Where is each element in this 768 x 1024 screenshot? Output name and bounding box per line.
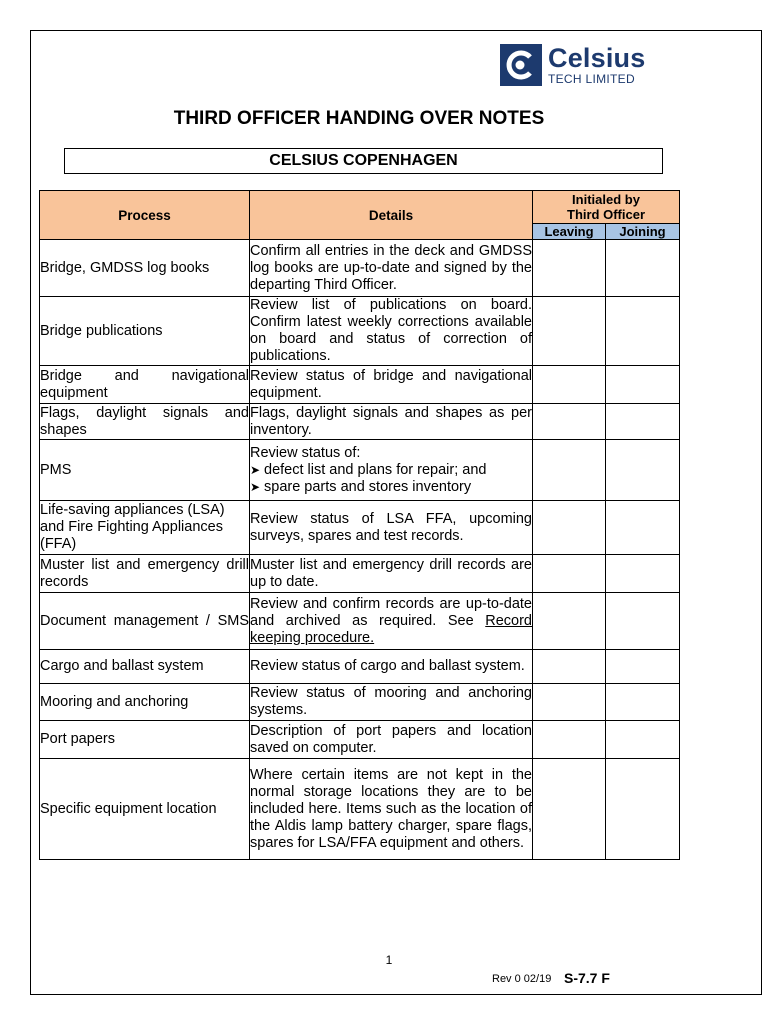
process-cell: Bridge publications: [40, 297, 250, 366]
joining-initial-cell[interactable]: [606, 404, 680, 440]
vessel-name: CELSIUS COPENHAGEN: [64, 148, 663, 174]
page-number: 1: [385, 953, 393, 967]
logo-subtitle: TECH LIMITED: [548, 72, 635, 86]
process-cell: Bridge and navigational equipment: [40, 366, 250, 404]
leaving-initial-cell[interactable]: [533, 684, 606, 721]
details-cell: Flags, daylight signals and shapes as per inventory.: [250, 404, 532, 438]
table-row: [40, 366, 680, 404]
table-row: [40, 404, 680, 440]
joining-initial-cell[interactable]: [606, 650, 680, 684]
details-cell: Review and confirm records are up-to-date and archived as required. See Record keeping procedure.: [250, 593, 533, 650]
company-logo: [500, 44, 645, 86]
joining-initial-cell[interactable]: [606, 684, 680, 721]
table-row: [40, 501, 680, 555]
details-bullet: ➤ defect list and plans for repair; and: [250, 461, 487, 478]
leaving-initial-cell[interactable]: [533, 650, 606, 684]
details-cell: Review status of LSA FFA, upcoming surveys, spares and test records.: [250, 501, 533, 555]
leaving-initial-cell[interactable]: [533, 721, 606, 759]
process-cell: Bridge, GMDSS log books: [40, 240, 250, 297]
leaving-initial-cell[interactable]: [533, 404, 606, 440]
table-row: [40, 297, 680, 366]
header-details: Details: [250, 191, 533, 240]
joining-initial-cell[interactable]: [606, 759, 680, 860]
joining-initial-cell[interactable]: [606, 721, 680, 759]
table-row: [40, 555, 680, 593]
table-row: [40, 593, 680, 650]
details-bullet: ➤ spare parts and stores inventory: [250, 478, 472, 495]
arrow-bullet-icon: ➤: [250, 479, 261, 494]
table-row: [40, 759, 680, 860]
table-row: [40, 440, 680, 501]
handover-table: [39, 190, 680, 860]
details-intro: Review status of:: [250, 444, 361, 461]
record-keeping-link[interactable]: Record keeping procedure.: [250, 612, 532, 646]
details-cell: Review status of cargo and ballast system.: [250, 650, 533, 684]
leaving-initial-cell[interactable]: [533, 555, 606, 593]
document-title: THIRD OFFICER HANDING OVER NOTES: [173, 108, 545, 129]
joining-initial-cell[interactable]: [606, 297, 680, 366]
header-process: Process: [40, 191, 250, 240]
header-leaving: Leaving: [533, 224, 606, 240]
leaving-initial-cell[interactable]: [533, 501, 606, 555]
leaving-initial-cell[interactable]: [533, 366, 606, 404]
form-code: S-7.7 F: [564, 970, 610, 986]
arrow-bullet-icon: ➤: [250, 462, 261, 477]
logo-name: Celsius: [548, 43, 646, 73]
joining-initial-cell[interactable]: [606, 366, 680, 404]
details-cell: [250, 440, 533, 501]
process-cell: Flags, daylight signals and shapes: [40, 404, 249, 438]
header-initialed: Initialed by Third Officer: [533, 191, 680, 224]
process-cell: Muster list and emergency drill records: [40, 555, 250, 593]
table-row: [40, 650, 680, 684]
celsius-logo-icon: [500, 44, 542, 86]
process-cell: Cargo and ballast system: [40, 650, 250, 684]
process-cell: PMS: [40, 440, 250, 501]
leaving-initial-cell[interactable]: [533, 440, 606, 501]
details-cell: Confirm all entries in the deck and GMDSS log books are up-to-date and signed by the departing Third Officer.: [250, 240, 533, 297]
joining-initial-cell[interactable]: [606, 501, 680, 555]
table-row: [40, 240, 680, 297]
process-cell: Port papers: [40, 721, 250, 759]
revision-label: Rev 0 02/19: [492, 973, 552, 985]
joining-initial-cell[interactable]: [606, 240, 680, 297]
table-row: [40, 721, 680, 759]
leaving-initial-cell[interactable]: [533, 240, 606, 297]
details-cell: Muster list and emergency drill records are up to date.: [250, 555, 533, 593]
details-cell: Review status of bridge and navigational equipment.: [250, 366, 533, 404]
details-cell: Where certain items are not kept in the normal storage locations they are to be included here. Items such as the location of the Aldis lamp battery charger, spare flags, spares for LSA/FFA equipment and others.: [250, 759, 533, 860]
table-row: [40, 684, 680, 721]
joining-initial-cell[interactable]: [606, 555, 680, 593]
header-joining: Joining: [606, 224, 680, 240]
leaving-initial-cell[interactable]: [533, 593, 606, 650]
details-cell: Review list of publications on board. Confirm latest weekly corrections available on board and status of correction of publications.: [250, 297, 532, 364]
joining-initial-cell[interactable]: [606, 440, 680, 501]
process-cell: Specific equipment location: [40, 759, 250, 860]
joining-initial-cell[interactable]: [606, 593, 680, 650]
leaving-initial-cell[interactable]: [533, 297, 606, 366]
details-cell: Review status of mooring and anchoring systems.: [250, 684, 533, 721]
process-cell: Mooring and anchoring: [40, 684, 250, 721]
details-cell: Description of port papers and location saved on computer.: [250, 721, 533, 759]
process-cell: Document management / SMS: [40, 593, 250, 650]
leaving-initial-cell[interactable]: [533, 759, 606, 860]
process-cell: Life-saving appliances (LSA) and Fire Fighting Appliances (FFA): [40, 501, 250, 555]
